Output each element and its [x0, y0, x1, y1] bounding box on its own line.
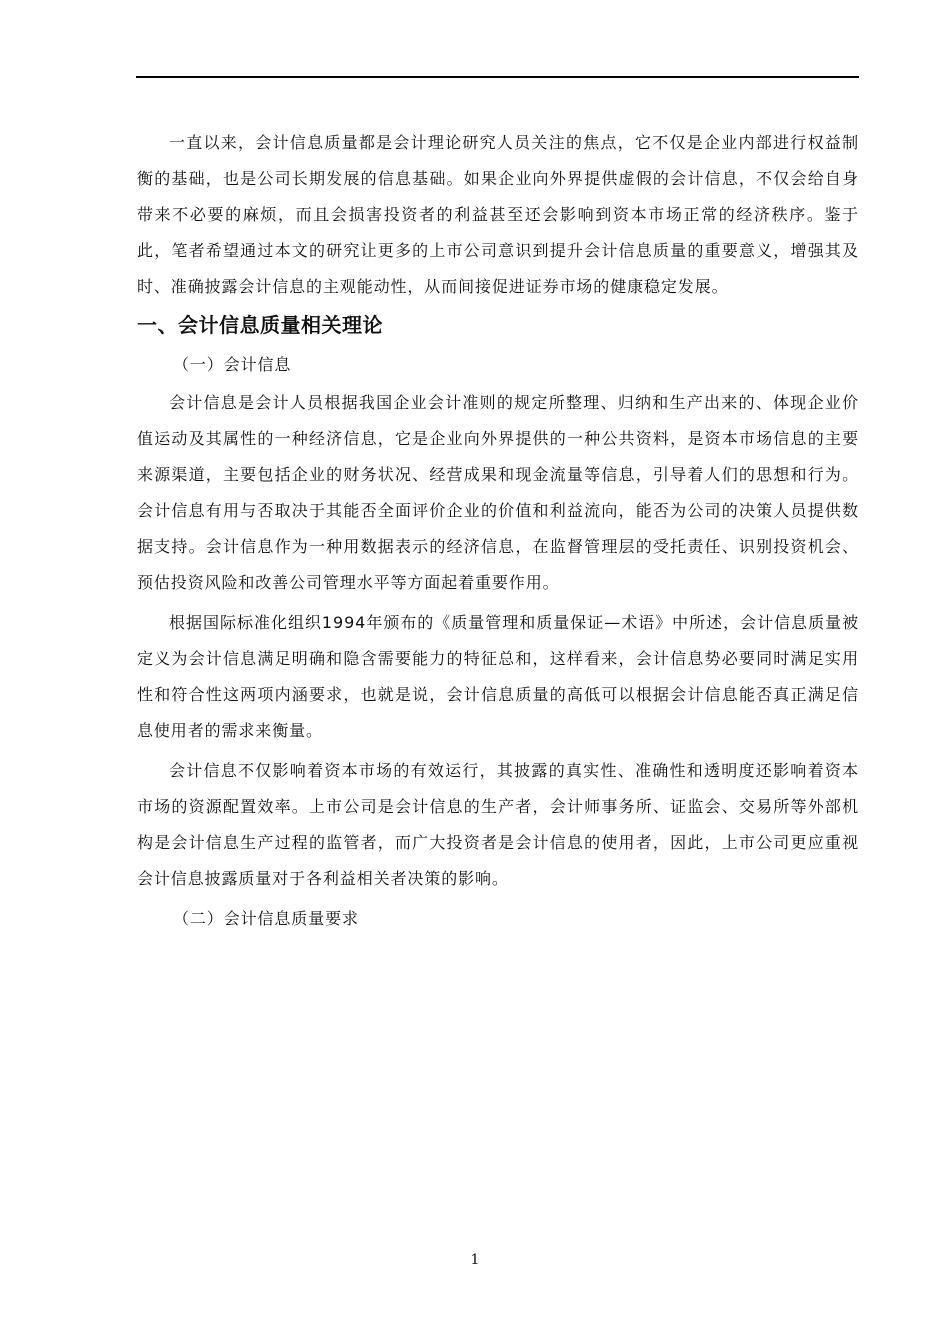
header-rule — [136, 76, 859, 78]
subsection-heading-accounting-info: （一）会计信息 — [173, 355, 292, 374]
paragraph-accounting-info-definition: 会计信息是会计人员根据我国企业会计准则的规定所整理、归纳和生产出来的、体现企业价值运动及其属性的一种经济信息，它是企业向外界提供的一种公共资料，是资本市场信息的主要来源渠道，主要包括企业的财务状况、经营成果和现金流量等信息，引导着人们的思想和行为。会计信息有用与否取决于其能否全面评价企业的价值和利益流向，能否为公司的决策人员提供数据支持。会计信息作为一种用数据表示的经济信息，在监督管理层的受托责任、识别投资机会、预估投资风险和改善公司管理水平等方面起着重要作用。 — [137, 393, 859, 592]
intro-paragraph: 一直以来，会计信息质量都是会计理论研究人员关注的焦点，它不仅是企业内部进行权益制衡的基础，也是公司长期发展的信息基础。如果企业向外界提供虚假的会计信息，不仅会给自身带来不必要的麻烦，而且会损害投资者的利益甚至还会影响到资本市场正常的经济秩序。鉴于此，笔者希望通过本文的研究让更多的上市公司意识到提升会计信息质量的重要意义，增强其及时、准确披露会计信息的主观能动性，从而间接促进证券市场的健康稳定发展。 — [137, 133, 859, 296]
subsection-heading-quality-requirements: （二）会计信息质量要求 — [173, 909, 359, 928]
page-number: 1 — [470, 1252, 480, 1268]
section-heading: 一、会计信息质量相关理论 — [137, 313, 383, 337]
paragraph-capital-market-impact: 会计信息不仅影响着资本市场的有效运行，其披露的真实性、准确性和透明度还影响着资本市场的资源配置效率。上市公司是会计信息的生产者，会计师事务所、证监会、交易所等外部机构是会计信息生产过程的监管者，而广大投资者是会计信息的使用者，因此，上市公司更应重视会计信息披露质量对于各利益相关者决策的影响。 — [137, 761, 859, 888]
paragraph-iso-definition: 根据国际标准化组织1994年颁布的《质量管理和质量保证—术语》中所述，会计信息质量被定义为会计信息满足明确和隐含需要能力的特征总和，这样看来，会计信息势必要同时满足实用性和符合性这两项内涵要求，也就是说，会计信息质量的高低可以根据会计信息能否真正满足信息使用者的需求来衡量。 — [137, 613, 859, 740]
document-body — [137, 125, 859, 939]
